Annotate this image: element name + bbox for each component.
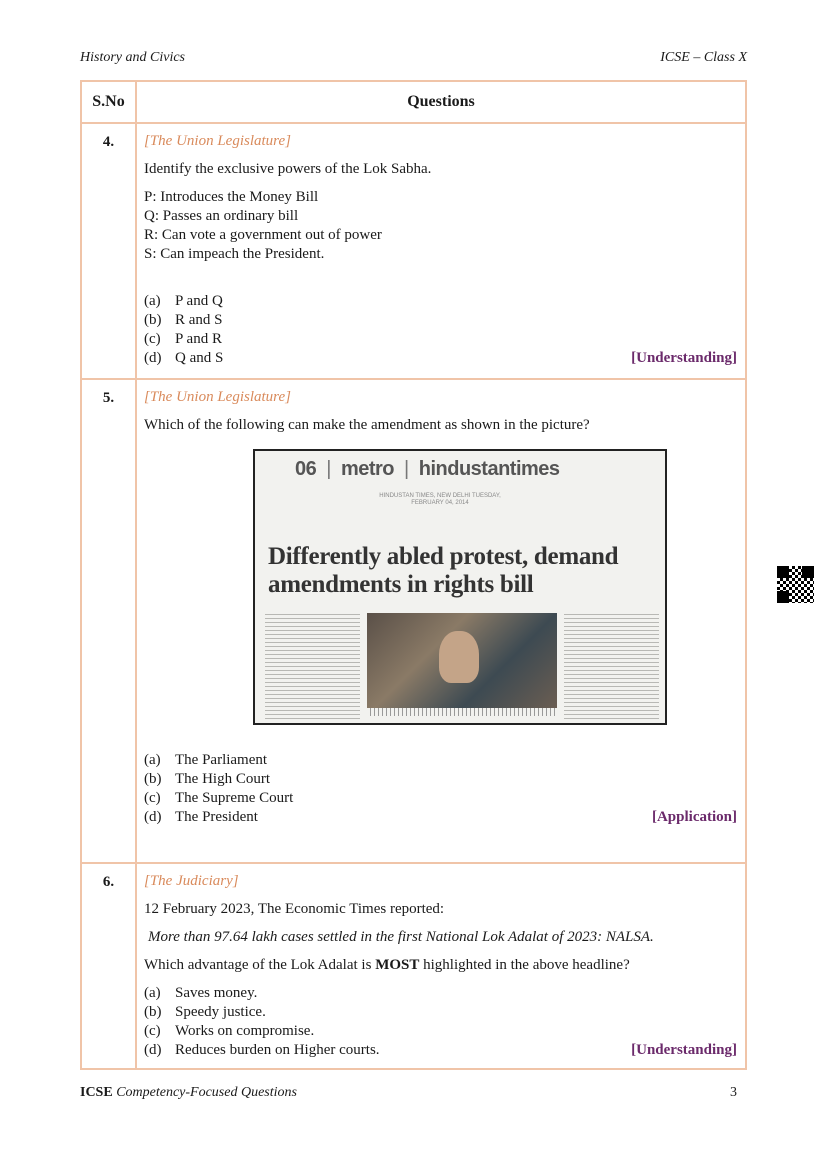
option-text: Saves money. [175,985,258,1001]
article-text-column [265,611,360,719]
option-label: (c) [144,790,161,806]
option-text: P and Q [175,293,223,309]
option-text: Works on compromise. [175,1023,315,1039]
option-c [144,330,737,349]
option-text: Q and S [175,350,224,366]
column-header-questions: Questions [136,81,746,123]
statement-p: P: Introduces the Money Bill [144,189,319,205]
photo-caption [367,708,557,716]
option-label: (b) [144,1004,162,1020]
option-text: The President [175,809,258,825]
option-label: (d) [144,809,162,825]
article-text-column [564,611,659,719]
option-a [144,984,737,1003]
newspaper-masthead: 06 | metro | hindustantimes [295,458,560,480]
option-text: The Supreme Court [175,790,294,806]
option-a [144,751,737,770]
footer-booklet-title: Competency-Focused Questions [116,1085,297,1100]
question-stem: Identify the exclusive powers of the Lok Sabha. [144,161,432,177]
option-label: (b) [144,312,162,328]
masthead-page: 06 [295,458,317,480]
option-c [144,789,737,808]
option-text: R and S [175,312,223,328]
option-label: (c) [144,1023,161,1039]
newspaper-headline [268,543,657,599]
question-topic: [The Union Legislature] [144,133,291,149]
option-label: (d) [144,350,162,366]
option-text: Speedy justice. [175,1004,266,1020]
option-b [144,1003,737,1022]
option-b [144,311,737,330]
page-number: 3 [730,1085,737,1100]
question-stem: 12 February 2023, The Economic Times reported: [144,901,445,917]
question-row-6 [81,863,746,1069]
qr-code-icon[interactable] [777,566,814,603]
statement-list [144,188,737,264]
statement-s: S: Can impeach the President. [144,246,325,262]
option-b [144,770,737,789]
statement-r: R: Can vote a government out of power [144,227,382,243]
header-subject: History and Civics [80,50,185,65]
competency-tag: [Understanding] [631,1042,737,1058]
option-label: (d) [144,1042,162,1058]
protest-photo [367,613,557,715]
question-topic: [The Union Legislature] [144,389,291,405]
question-prompt [144,956,737,975]
prompt-text: Which advantage of the Lok Adalat is [144,957,376,973]
question-topic: [The Judiciary] [144,873,239,889]
headline-line-1: Differently abled protest, demand [268,543,619,570]
option-label: (c) [144,331,161,347]
questions-table [80,80,747,1070]
news-quote: More than 97.64 lakh cases settled in the first National Lok Adalat of 2023: NALSA. [148,929,654,945]
option-a [144,292,737,311]
newspaper-clipping-image [253,449,667,725]
option-d [144,808,737,827]
competency-tag: [Understanding] [631,350,737,366]
footer-board: ICSE [80,1085,113,1100]
question-number: 6. [81,863,136,1069]
header-class: ICSE – Class X [660,50,747,65]
question-body [136,379,746,863]
option-text: The High Court [175,771,270,787]
masthead-section: metro [340,458,395,480]
protester-figure [439,631,479,683]
question-number: 5. [81,379,136,863]
statement-q: Q: Passes an ordinary bill [144,208,299,224]
option-text: Reduces burden on Higher courts. [175,1042,380,1058]
question-row-5 [81,379,746,863]
question-number: 4. [81,123,136,379]
question-stem: Which of the following can make the amendment as shown in the picture? [144,417,590,433]
question-body [136,123,746,379]
headline-line-2: amendments in rights bill [268,571,534,598]
question-body [136,863,746,1069]
option-text: The Parliament [175,752,268,768]
competency-tag: [Application] [651,809,737,825]
option-label: (a) [144,985,161,1001]
question-row-4 [81,123,746,379]
column-header-sno: S.No [81,81,136,123]
option-label: (a) [144,752,161,768]
option-list [144,292,737,368]
footer-title [80,1085,297,1101]
option-label: (a) [144,293,161,309]
masthead-paper: hindustantimes [418,458,560,480]
option-c [144,1022,737,1041]
option-list [144,751,737,827]
table-header-row [81,81,746,123]
option-label: (b) [144,771,162,787]
prompt-emphasis: MOST [375,957,420,973]
option-list [144,984,737,1060]
option-text: P and R [175,331,222,347]
newspaper-dateline: HINDUSTAN TIMES, NEW DELHI TUESDAY, FEBRUARY 04, 2014 [379,493,501,506]
prompt-text: highlighted in the above headline? [419,957,630,973]
